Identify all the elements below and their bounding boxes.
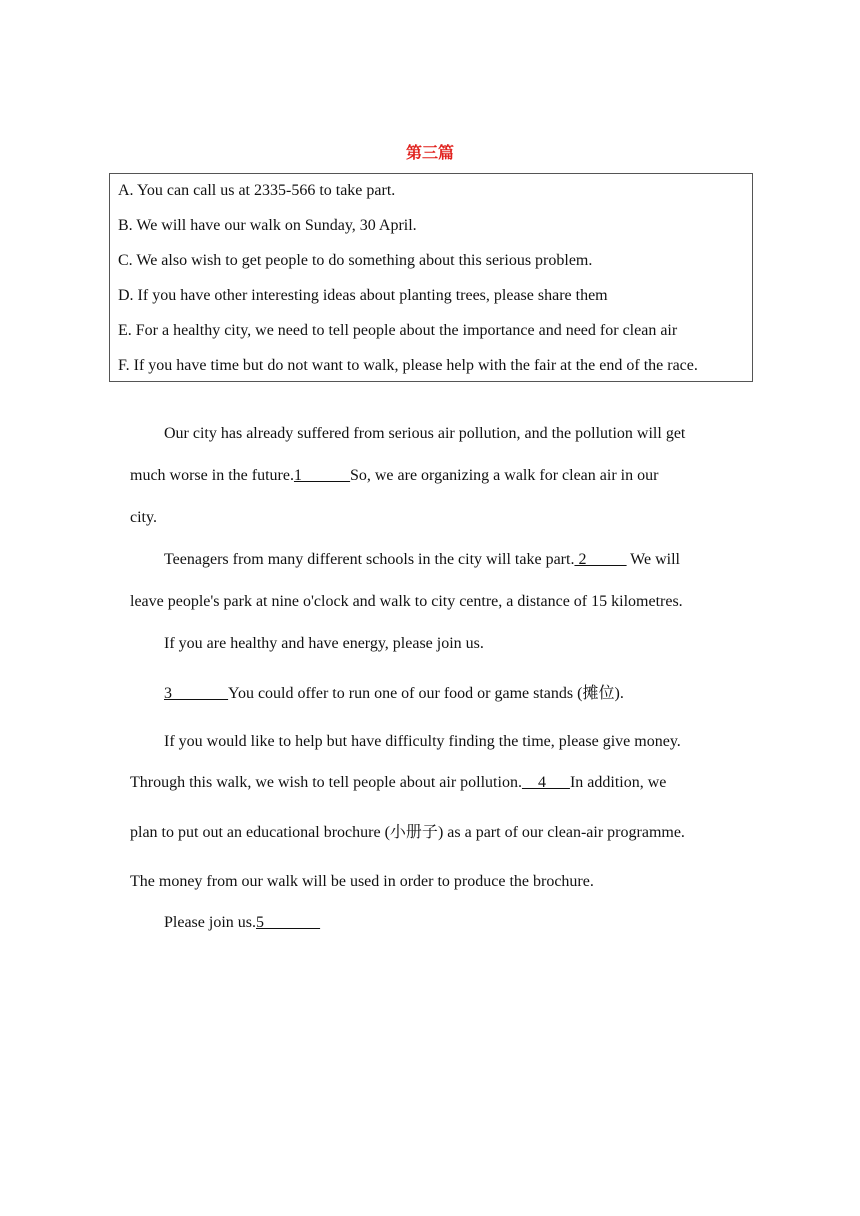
text-span: ). [614, 685, 624, 702]
paragraph-1-line-3: city. [130, 509, 157, 526]
blank-3: 3_______ [164, 685, 228, 702]
text-span: plan to put out an educational brochure ( [130, 824, 390, 841]
option-a: A. You can call us at 2335-566 to take part. [118, 182, 396, 199]
blank-5: 5_______ [256, 914, 320, 931]
text-span: much worse in the future. [130, 467, 294, 484]
option-c: C. We also wish to get people to do something about this serious problem. [118, 252, 593, 269]
option-b: B. We will have our walk on Sunday, 30 April. [118, 217, 417, 234]
text-span: You could offer to run one of our food or game stands ( [228, 685, 583, 702]
option-f: F. If you have time but do not want to walk, please help with the fair at the end of the race. [118, 357, 698, 374]
paragraph-5-line-3 [130, 821, 685, 844]
text-span: Please join us. [164, 914, 256, 931]
chinese-gloss: 摊位 [582, 683, 615, 702]
paragraph-2-line-2: leave people's park at nine o'clock and walk to city centre, a distance of 15 kilometres. [130, 593, 683, 610]
paragraph-1-line-2 [130, 465, 658, 487]
paragraph-4 [164, 682, 624, 705]
paragraph-1-line-1: Our city has already suffered from serious air pollution, and the pollution will get [164, 425, 686, 442]
options-box [109, 173, 753, 382]
paragraph-5-line-1: If you would like to help but have difficulty finding the time, please give money. [164, 733, 681, 750]
blank-2: 2_____ [574, 551, 627, 568]
text-span: In addition, we [569, 774, 667, 791]
section-title: 第三篇 [405, 143, 454, 162]
text-span: Through this walk, we wish to tell people about air pollution. [130, 774, 522, 791]
paragraph-5-line-4: The money from our walk will be used in order to produce the brochure. [130, 873, 594, 890]
blank-1: 1______ [293, 467, 350, 484]
paragraph-3: If you are healthy and have energy, please join us. [164, 635, 484, 652]
option-e: E. For a healthy city, we need to tell people about the importance and need for clean air [118, 322, 678, 339]
paragraph-2-line-1 [164, 549, 680, 571]
text-span: ) as a part of our clean-air programme. [437, 824, 685, 841]
paragraph-6 [164, 912, 320, 934]
text-span: Teenagers from many different schools in the city will take part. [164, 551, 575, 568]
text-span: So, we are organizing a walk for clean air in our [349, 467, 659, 484]
chinese-gloss: 小册子 [389, 822, 438, 841]
option-d: D. If you have other interesting ideas about planting trees, please share them [118, 287, 608, 304]
blank-4: 4 [521, 774, 570, 791]
paragraph-5-line-2 [130, 772, 666, 794]
text-span: We will [626, 551, 680, 568]
